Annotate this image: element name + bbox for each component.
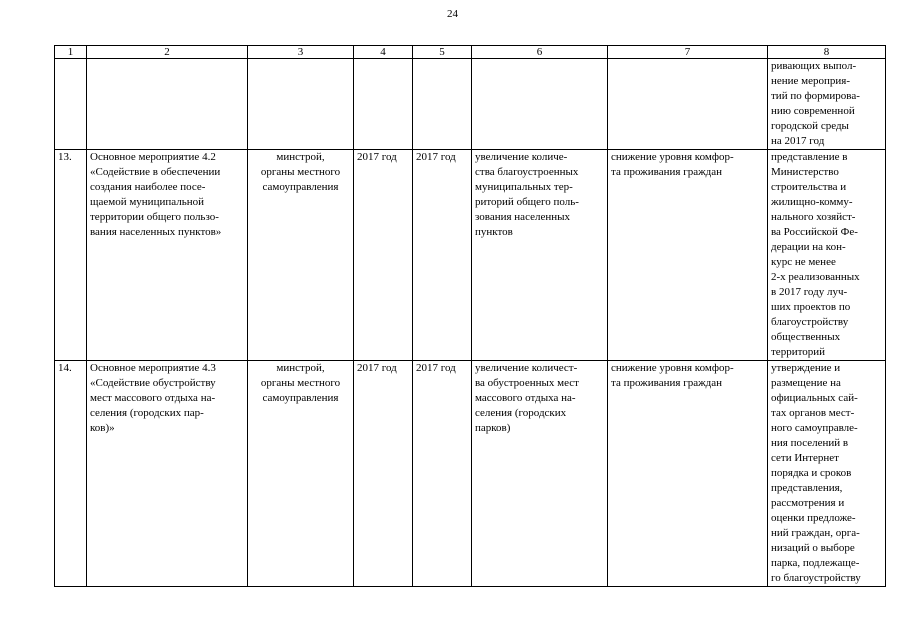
table-row <box>55 59 886 150</box>
related-indicators-cell: представление в Министерство строительства и жилищно-комму- нального хозяйст- ва Российской Фе- дерации на кон- курс не менее 2-х реализованных в 2017 году луч- ших проектов по благоустройству общественных территорий <box>768 150 886 361</box>
executor-cell: минстрой, органы местного самоуправления <box>248 361 354 587</box>
start-year-cell: 2017 год <box>354 150 413 361</box>
column-header-2: 2 <box>87 46 248 59</box>
column-header-8: 8 <box>768 46 886 59</box>
column-header-3: 3 <box>248 46 354 59</box>
related-indicators-cell: утверждение и размещение на официальных сай- тах органов мест- ного самоуправле- ния поселений в сети Интернет порядка и сроков представления, рассмотрения и оценки предложе- ний граждан, орга- низаций о выборе парка, подлежаще- го благоустройству <box>768 361 886 587</box>
header-row <box>55 46 886 59</box>
executor-cell <box>248 59 354 150</box>
end-year-cell: 2017 год <box>413 361 472 587</box>
end-year-cell <box>413 59 472 150</box>
column-header-1: 1 <box>55 46 87 59</box>
row-number-cell <box>55 59 87 150</box>
table-row <box>55 150 886 361</box>
start-year-cell: 2017 год <box>354 361 413 587</box>
measures-table <box>54 45 886 587</box>
measure-name-cell <box>87 59 248 150</box>
page-number: 24 <box>447 8 458 20</box>
expected-result-cell: увеличение количест- ва обустроенных мест массового отдыха на- селения (городских парков) <box>472 361 608 587</box>
consequences-cell: снижение уровня комфор- та проживания граждан <box>608 150 768 361</box>
expected-result-cell: увеличение количе- ства благоустроенных муниципальных тер- риторий общего поль- зования населенных пунктов <box>472 150 608 361</box>
start-year-cell <box>354 59 413 150</box>
column-header-6: 6 <box>472 46 608 59</box>
measure-name-cell: Основное мероприятие 4.3 «Содействие обустройству мест массового отдыха на- селения (городских пар- ков)» <box>87 361 248 587</box>
related-indicators-cell: ривающих выпол- нение мероприя- тий по формирова- нию современной городской среды на 2017 год <box>768 59 886 150</box>
end-year-cell: 2017 год <box>413 150 472 361</box>
table-row <box>55 361 886 587</box>
consequences-cell <box>608 59 768 150</box>
expected-result-cell <box>472 59 608 150</box>
column-header-7: 7 <box>608 46 768 59</box>
column-header-5: 5 <box>413 46 472 59</box>
executor-cell: минстрой, органы местного самоуправления <box>248 150 354 361</box>
column-header-4: 4 <box>354 46 413 59</box>
measure-name-cell: Основное мероприятие 4.2 «Содействие в обеспечении создания наиболее посе- щаемой муниципальной территории общего пользо- вания населенных пунктов» <box>87 150 248 361</box>
row-number-cell: 14. <box>55 361 87 587</box>
consequences-cell: снижение уровня комфор- та проживания граждан <box>608 361 768 587</box>
row-number-cell: 13. <box>55 150 87 361</box>
